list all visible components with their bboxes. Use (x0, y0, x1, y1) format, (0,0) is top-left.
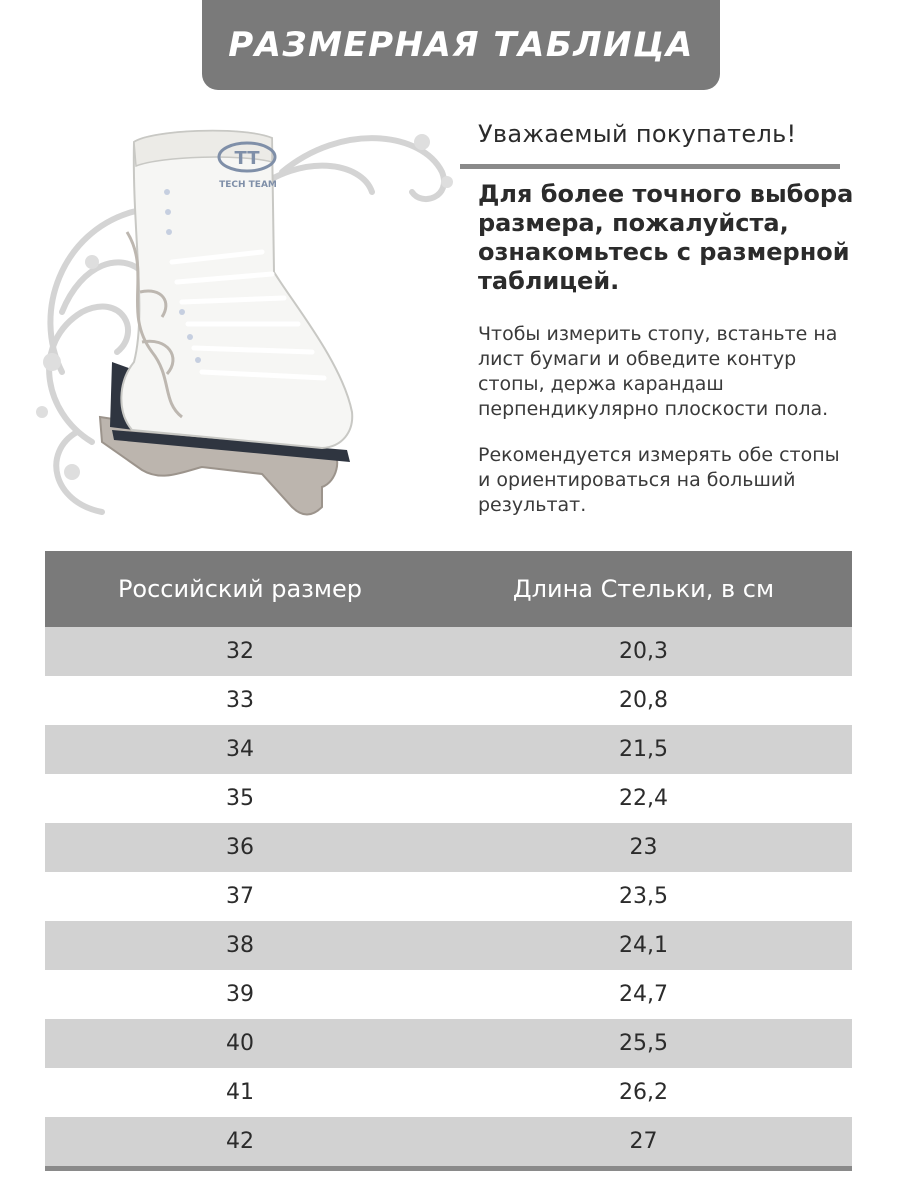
size-cell: 32 (226, 639, 254, 664)
size-cell: 40 (226, 1031, 254, 1056)
lead-text: Для более точного выбора размера, пожалуйста, ознакомьтесь с размерной таблицей. (478, 180, 854, 295)
header-tab (202, 0, 720, 90)
table-row (45, 1019, 852, 1068)
product-image (22, 112, 462, 542)
table-header (45, 551, 852, 627)
size-cell: 41 (226, 1080, 254, 1105)
table-row (45, 1068, 852, 1117)
size-cell: 33 (226, 688, 254, 713)
table-bottom-rule (45, 1166, 852, 1171)
measure-recommendation: Рекомендуется измерять обе стопы и ориентироваться на больший результат. (478, 444, 840, 516)
length-cell: 23,5 (619, 884, 668, 909)
divider (460, 164, 840, 169)
length-cell: 26,2 (619, 1080, 668, 1105)
size-cell: 38 (226, 933, 254, 958)
length-cell: 20,8 (619, 688, 668, 713)
boot (121, 131, 352, 448)
size-cell: 37 (226, 884, 254, 909)
svg-text:TT: TT (234, 148, 260, 169)
length-cell: 20,3 (619, 639, 668, 664)
size-table (45, 551, 852, 1171)
table-row (45, 676, 852, 725)
length-cell: 24,1 (619, 933, 668, 958)
size-cell: 42 (226, 1129, 254, 1154)
length-cell: 24,7 (619, 982, 668, 1007)
page-title: РАЗМЕРНАЯ ТАБЛИЦА (228, 25, 694, 65)
length-cell: 23 (629, 835, 658, 860)
length-cell: 27 (629, 1129, 658, 1154)
size-cell: 36 (226, 835, 254, 860)
greeting-text: Уважаемый покупатель! (478, 120, 797, 148)
length-cell: 25,5 (619, 1031, 668, 1056)
size-cell: 34 (226, 737, 254, 762)
length-cell: 22,4 (619, 786, 668, 811)
table-row (45, 725, 852, 774)
size-cell: 35 (226, 786, 254, 811)
column-header-length: Длина Стельки, в см (512, 575, 775, 603)
column-header-size: Российский размер (117, 575, 363, 603)
table-row (45, 921, 852, 970)
table-row (45, 627, 852, 676)
table-row (45, 1117, 852, 1166)
size-cell: 39 (226, 982, 254, 1007)
table-row (45, 774, 852, 823)
table-row (45, 823, 852, 872)
table-row (45, 970, 852, 1019)
length-cell: 21,5 (619, 737, 668, 762)
table-row (45, 872, 852, 921)
measure-instructions: Чтобы измерить стопу, встаньте на лист бумаги и обведите контур стопы, держа карандаш перпендикулярно плоскости пола. (478, 323, 838, 420)
svg-text:TECH TEAM: TECH TEAM (219, 180, 277, 190)
